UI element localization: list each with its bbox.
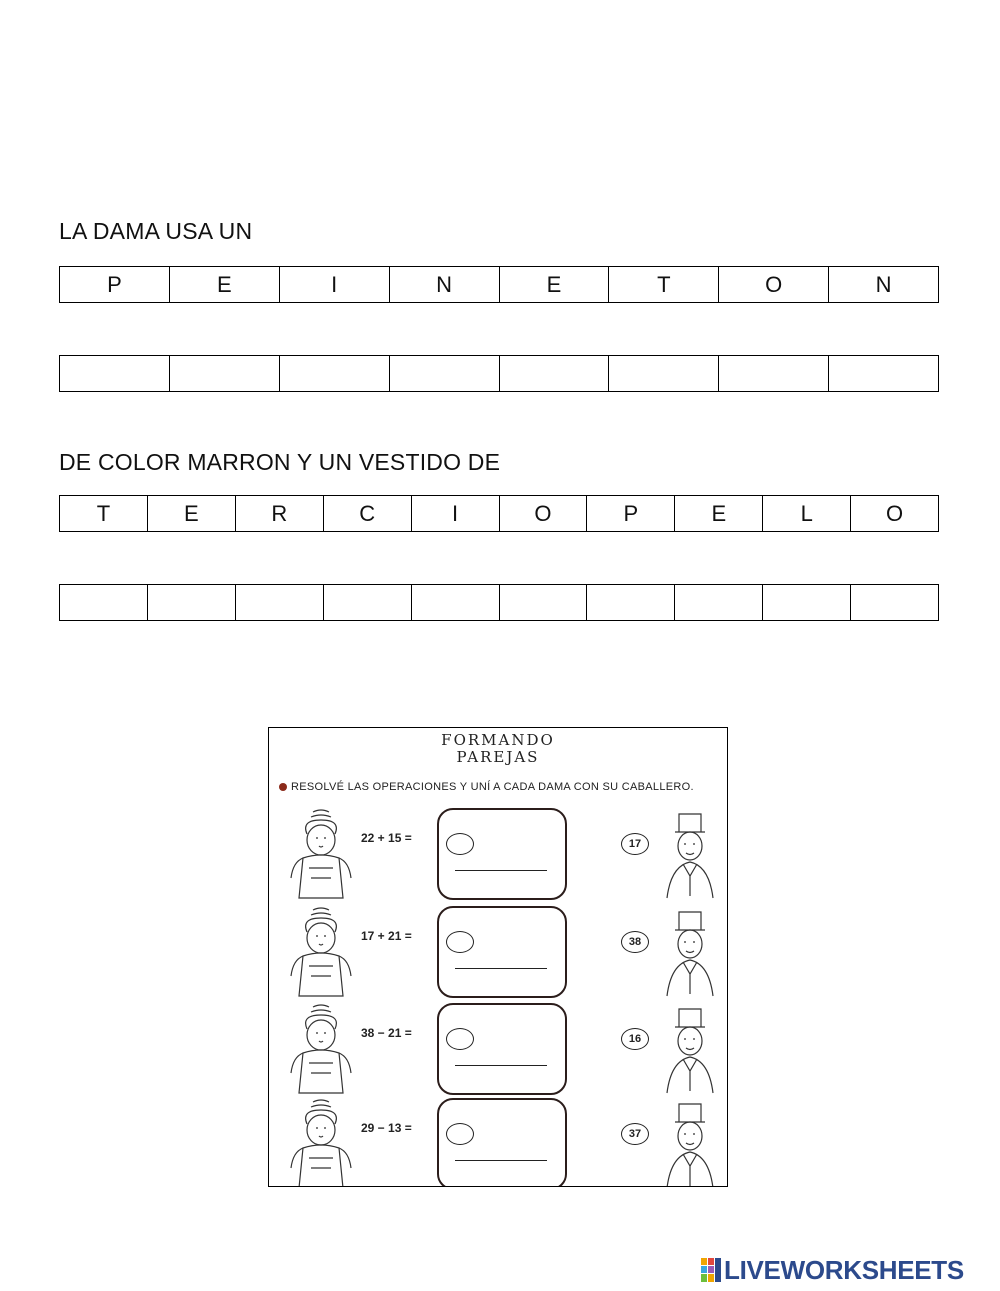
answer-cell[interactable] xyxy=(500,585,588,620)
answer-cell[interactable] xyxy=(851,585,938,620)
answer-cell[interactable] xyxy=(609,356,719,391)
letter-cell: N xyxy=(875,271,892,297)
answer-cell[interactable] xyxy=(719,356,829,391)
liveworksheets-logo-text: LIVEWORKSHEETS xyxy=(724,1254,964,1285)
letter-grid-peineton xyxy=(59,266,939,303)
heading-de-color-marron: DE COLOR MARRON Y UN VESTIDO DE xyxy=(59,449,501,475)
answer-cell[interactable] xyxy=(587,585,675,620)
lady-figure-icon xyxy=(283,808,358,900)
gentleman-figure-icon xyxy=(653,906,725,998)
operation-text: 17 + 21 = xyxy=(361,929,412,943)
operation-text: 38 − 21 = xyxy=(361,1026,412,1040)
letter-cell: P xyxy=(60,267,170,302)
worksheet-row xyxy=(269,906,727,1002)
letter-cell: N xyxy=(390,267,500,302)
letter-cell: O xyxy=(886,500,904,526)
answer-box[interactable] xyxy=(437,906,567,998)
gentleman-number: 16 xyxy=(621,1028,649,1050)
letter-cell: L xyxy=(763,496,851,531)
answer-cell[interactable] xyxy=(170,356,280,391)
operation-text: 29 − 13 = xyxy=(361,1121,412,1135)
answer-box[interactable] xyxy=(437,1003,567,1095)
answer-circle[interactable] xyxy=(446,931,474,953)
letter-cell: E xyxy=(170,267,280,302)
answer-line xyxy=(455,870,547,871)
answer-cell[interactable] xyxy=(60,356,170,391)
letter-cell: I xyxy=(280,267,390,302)
lady-figure-icon xyxy=(283,1098,358,1187)
answer-box[interactable] xyxy=(437,1098,567,1187)
letter-grid-terciopelo xyxy=(59,495,939,532)
answer-grid-terciopelo xyxy=(59,584,939,621)
lady-figure-icon xyxy=(283,1003,358,1095)
worksheet-row xyxy=(269,1003,727,1099)
operation-text: 22 + 15 = xyxy=(361,831,412,845)
answer-grid-peineton xyxy=(59,355,939,392)
letter-cell: E xyxy=(675,496,763,531)
liveworksheets-logo-icon xyxy=(700,1257,722,1283)
worksheet-image xyxy=(268,727,728,1187)
lady-figure-icon xyxy=(283,906,358,998)
answer-cell[interactable] xyxy=(500,356,610,391)
answer-line xyxy=(455,1065,547,1066)
letter-cell: O xyxy=(719,267,829,302)
gentleman-number: 37 xyxy=(621,1123,649,1145)
answer-line xyxy=(455,968,547,969)
answer-cell[interactable] xyxy=(763,585,851,620)
answer-circle[interactable] xyxy=(446,833,474,855)
worksheet-row xyxy=(269,1098,727,1187)
worksheet-title xyxy=(269,732,727,766)
gentleman-figure-icon xyxy=(653,1003,725,1095)
answer-circle[interactable] xyxy=(446,1123,474,1145)
gentleman-figure-icon xyxy=(653,808,725,900)
liveworksheets-logo xyxy=(700,1255,995,1285)
answer-box[interactable] xyxy=(437,808,567,900)
answer-cell[interactable] xyxy=(675,585,763,620)
heading-la-dama-usa-un: LA DAMA USA UN xyxy=(59,218,253,244)
worksheet-instructions-text: RESOLVÉ LAS OPERACIONES Y UNÍ A CADA DAMA CON SU CABALLERO. xyxy=(291,781,694,793)
answer-circle[interactable] xyxy=(446,1028,474,1050)
answer-line xyxy=(455,1160,547,1161)
letter-cell: P xyxy=(587,496,675,531)
answer-cell[interactable] xyxy=(236,585,324,620)
letter-cell: E xyxy=(148,496,236,531)
letter-cell: I xyxy=(412,496,500,531)
answer-cell[interactable] xyxy=(829,356,938,391)
gentleman-figure-icon xyxy=(653,1098,725,1187)
answer-cell[interactable] xyxy=(60,585,148,620)
answer-cell[interactable] xyxy=(390,356,500,391)
answer-cell[interactable] xyxy=(324,585,412,620)
letter-cell: O xyxy=(500,496,588,531)
letter-cell: T xyxy=(60,496,148,531)
bullet-icon xyxy=(279,783,287,791)
gentleman-number: 38 xyxy=(621,931,649,953)
letter-cell: T xyxy=(609,267,719,302)
worksheet-row xyxy=(269,808,727,904)
worksheet-title-line-2: PAREJAS xyxy=(456,748,540,766)
answer-cell[interactable] xyxy=(148,585,236,620)
worksheet-title-line-1: FORMANDO xyxy=(441,731,555,749)
answer-cell[interactable] xyxy=(280,356,390,391)
letter-cell: R xyxy=(236,496,324,531)
answer-cell[interactable] xyxy=(412,585,500,620)
worksheet-instructions xyxy=(279,780,709,794)
gentleman-number: 17 xyxy=(621,833,649,855)
letter-cell: E xyxy=(500,267,610,302)
letter-cell: C xyxy=(324,496,412,531)
